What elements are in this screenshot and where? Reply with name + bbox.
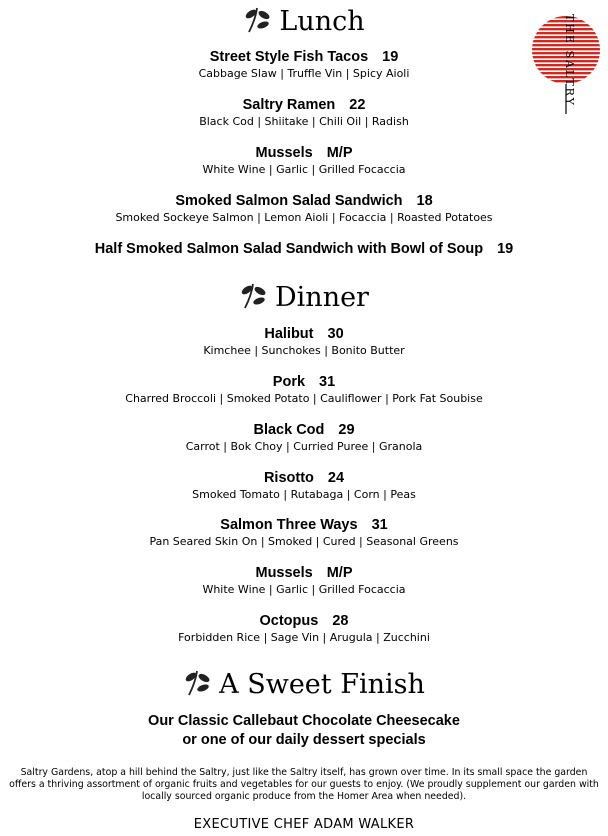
item-description: Smoked Tomato | Rutabaga | Corn | Peas [192, 488, 416, 501]
item-name: Octopus [259, 613, 319, 629]
menu-item [0, 325, 608, 358]
item-name: Pork [272, 374, 306, 390]
item-name: Smoked Salmon Salad Sandwich [175, 193, 403, 209]
menu-item [0, 421, 608, 454]
item-description: Kimchee | Sunchokes | Bonito Butter [203, 344, 405, 357]
item-name: Mussels [255, 565, 313, 581]
item-price: 31 [319, 374, 336, 390]
item-price: 22 [349, 97, 366, 113]
herb-sprig-icon [183, 669, 213, 697]
sweet-finish-heading [0, 669, 608, 701]
dessert-description [0, 712, 608, 750]
item-name: Risotto [263, 470, 314, 486]
item-description: Cabbage Slaw | Truffle Vin | Spicy Aioli [198, 67, 410, 80]
item-price: 19 [497, 241, 514, 257]
menu-item [0, 469, 608, 502]
logo-text: THE SALTRY [563, 14, 576, 107]
herb-sprig-icon [243, 6, 273, 34]
item-price: 18 [416, 193, 433, 209]
menu-item [0, 48, 608, 81]
item-description: Pan Seared Skin On | Smoked | Cured | Seasonal Greens [149, 535, 459, 548]
menu-item [0, 240, 608, 258]
item-name: Street Style Fish Tacos [209, 49, 369, 65]
executive-chef: EXECUTIVE CHEF ADAM WALKER [193, 817, 415, 832]
item-price: 29 [338, 422, 355, 438]
lunch-heading [0, 6, 608, 38]
menu-item [0, 96, 608, 129]
dinner-heading-text: Dinner [275, 282, 369, 313]
item-description: Smoked Sockeye Salmon | Lemon Aioli | Focaccia | Roasted Potatoes [115, 211, 493, 224]
gardens-note: Saltry Gardens, atop a hill behind the Saltry, just like the Saltry itself, has grown over time. In its small space the garden offers a thriving assortment of organic fruits and vegetables for our guests to enjoy. (We proudly supplement our garden with locally sourced organic produce from the Homer Area when needed). [9, 767, 599, 802]
item-name: Saltry Ramen [242, 97, 336, 113]
item-name: Black Cod [253, 422, 325, 438]
item-description: Carrot | Bok Choy | Curried Puree | Granola [185, 440, 423, 453]
lunch-heading-text: Lunch [279, 6, 365, 37]
item-price: 24 [327, 470, 345, 486]
item-name: Mussels [255, 145, 313, 161]
sweet-finish-heading-text: A Sweet Finish [219, 669, 425, 700]
item-description: White Wine | Garlic | Grilled Focaccia [202, 583, 406, 596]
herb-sprig-icon [239, 282, 269, 310]
menu-item [0, 516, 608, 549]
item-price: 19 [382, 49, 399, 65]
item-price: M/P [326, 565, 353, 581]
menu-item [0, 564, 608, 597]
item-price: 31 [371, 517, 388, 533]
item-price: M/P [326, 145, 353, 161]
item-description: Forbidden Rice | Sage Vin | Arugula | Zucchini [178, 631, 430, 644]
menu-item [0, 612, 608, 645]
item-name: Salmon Three Ways [220, 517, 358, 533]
item-name: Half Smoked Salmon Salad Sandwich with Bowl of Soup [94, 241, 484, 257]
dinner-heading [0, 282, 608, 314]
menu-item [0, 192, 608, 225]
item-price: 30 [327, 326, 344, 342]
item-price: 28 [332, 613, 349, 629]
item-description: White Wine | Garlic | Grilled Focaccia [202, 163, 406, 176]
dessert-line: Our Classic Callebaut Chocolate Cheesecake [148, 713, 460, 729]
dessert-line: or one of our daily dessert specials [182, 732, 426, 748]
item-name: Halibut [264, 326, 314, 342]
item-description: Charred Broccoli | Smoked Potato | Cauliflower | Pork Fat Soubise [125, 392, 483, 405]
menu-item [0, 373, 608, 406]
menu-item [0, 144, 608, 177]
item-description: Black Cod | Shiitake | Chili Oil | Radish [199, 115, 409, 128]
